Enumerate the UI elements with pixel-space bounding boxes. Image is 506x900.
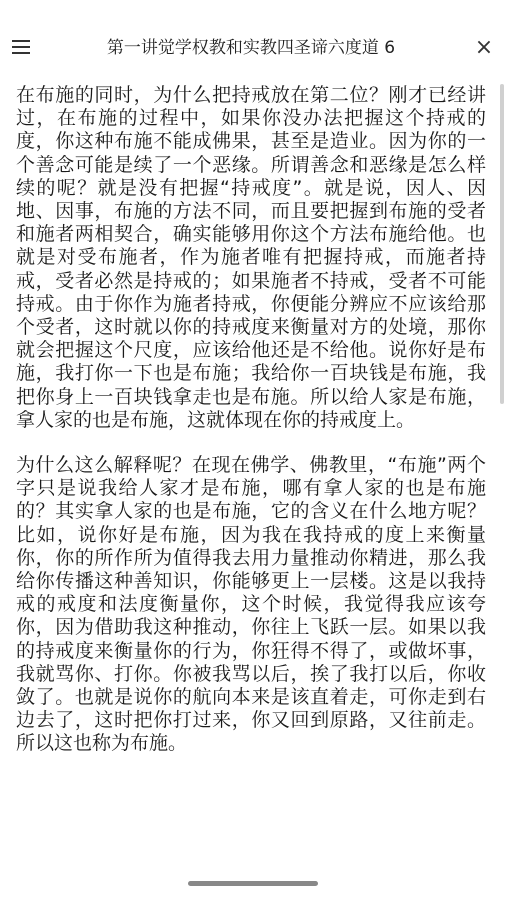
bottom-fade [0, 848, 506, 900]
scrollbar[interactable] [500, 84, 504, 404]
menu-icon[interactable] [12, 40, 30, 54]
paragraph: 为什么这么解释呢？在现在佛学、佛教里，“布施”两个字只是说我给人家才是布施，哪有拿人家的也是布施的？其实拿人家的也是布施，它的含义在什么地方呢？比如，说你好是布施，因为我在我持戒的度上来衡量你，你的所作所为值得我去用力量推动你精进，那么我给你传播这种善知识，你能够更上一层楼。这是以我持戒的戒度和法度衡量你，这个时候，我觉得我应该夸你，因为借助我这种推动，你往上飞跃一层。如果以我的持戒度来衡量你的行为，你狂得不得了，或做坏事，我就骂你、打你。你被我骂以后，挨了我打以后，你收敛了。也就是说你的航向本来是该直着走，可你走到右边去了，这时把你打过来，你又回到原路，又往前走。所以这也称为布施。 [16, 454, 486, 755]
page-title: 第一讲觉学权教和实教四圣谛六度道 6 [106, 38, 396, 58]
top-app-bar [0, 0, 506, 80]
paragraph: 在布施的同时，为什么把持戒放在第二位？刚才已经讲过，在布施的过程中，如果你没办法把握这个持戒的度，你这种布施不能成佛果，甚至是造业。因为你的一个善念可能是续了一个恶缘。所谓善念和恶缘是怎么样续的呢？就是没有把握“持戒度”。就是说，因人、因地、因事，布施的方法不同，而且要把握到布施的受者和施者两相契合，确实能够用你这个方法布施给他。也就是对受布施者，作为施者唯有把握持戒，而施者持戒，受者必然是持戒的；如果施者不持戒，受者不可能持戒。由于你作为施者持戒，你便能分辨应不应该给那个受者，这时就以你的持戒度来衡量对方的处境，那你就会把握这个尺度，应该给他还是不给他。说你好是布施，我打你一下也是布施；我给你一百块钱是布施，我把你身上一百块钱拿走也是布施。所以给人家是布施，拿人家的也是布施，这就体现在你的持戒度上。 [16, 84, 486, 431]
close-icon[interactable]: × [474, 35, 494, 60]
home-indicator[interactable] [188, 881, 318, 886]
reading-content[interactable] [16, 84, 486, 860]
